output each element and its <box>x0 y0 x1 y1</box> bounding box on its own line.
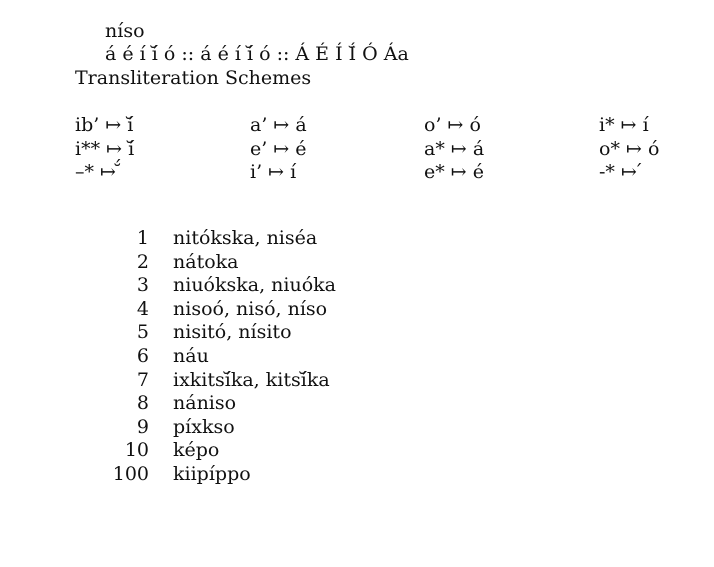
section-title: Transliteration Schemes <box>75 67 312 89</box>
number-label: 1 <box>136 227 149 249</box>
scheme-mapping: –* ↦ ̆́ <box>75 161 122 183</box>
number-label: 4 <box>136 297 149 320</box>
number-word: ixkitsí̆ka, kitsí̆ka <box>173 368 330 391</box>
number-word: náu <box>173 344 209 367</box>
scheme-mapping: ib’ ↦ í̆ <box>75 114 134 136</box>
number-word: píxkso <box>173 415 235 438</box>
number-label: 3 <box>136 274 149 297</box>
number-word: nisitó, nísito <box>173 321 292 344</box>
scheme-mapping: -* ↦ ́ <box>599 161 643 183</box>
scheme-mapping: a* ↦ á <box>424 137 485 160</box>
heading-word: níso <box>105 20 145 42</box>
scheme-mapping: a’ ↦ á <box>250 114 307 136</box>
accent-legend: á é í í̆ ó :: á é í í̆ ó :: Á É Í Í̆ Ó Áa <box>105 43 409 65</box>
number-word: nátoka <box>173 250 239 273</box>
number-word: nisoó, nisó, níso <box>173 297 328 320</box>
number-label: 2 <box>136 250 149 273</box>
number-label: 6 <box>136 344 149 367</box>
number-label: 100 <box>112 462 149 485</box>
scheme-mapping: i’ ↦ í <box>250 161 297 183</box>
number-label: 5 <box>136 321 149 344</box>
scheme-mapping: i** ↦ í̆ <box>75 137 135 160</box>
number-label: 10 <box>124 439 149 462</box>
scheme-mapping: o* ↦ ó <box>599 137 660 160</box>
scheme-mapping: e’ ↦ é <box>250 137 307 160</box>
number-word: kiipíppo <box>173 462 251 485</box>
number-word: nániso <box>173 392 237 415</box>
number-word: képo <box>173 439 220 462</box>
number-label: 9 <box>136 415 149 438</box>
scheme-mapping: o’ ↦ ó <box>424 114 481 136</box>
number-word: nitókska, niséa <box>173 227 318 249</box>
number-label: 7 <box>136 368 149 391</box>
number-label: 8 <box>136 392 149 415</box>
scheme-mapping: e* ↦ é <box>424 161 484 183</box>
scheme-mapping: i* ↦ í <box>599 114 649 136</box>
number-word: niuókska, niuóka <box>173 274 337 297</box>
